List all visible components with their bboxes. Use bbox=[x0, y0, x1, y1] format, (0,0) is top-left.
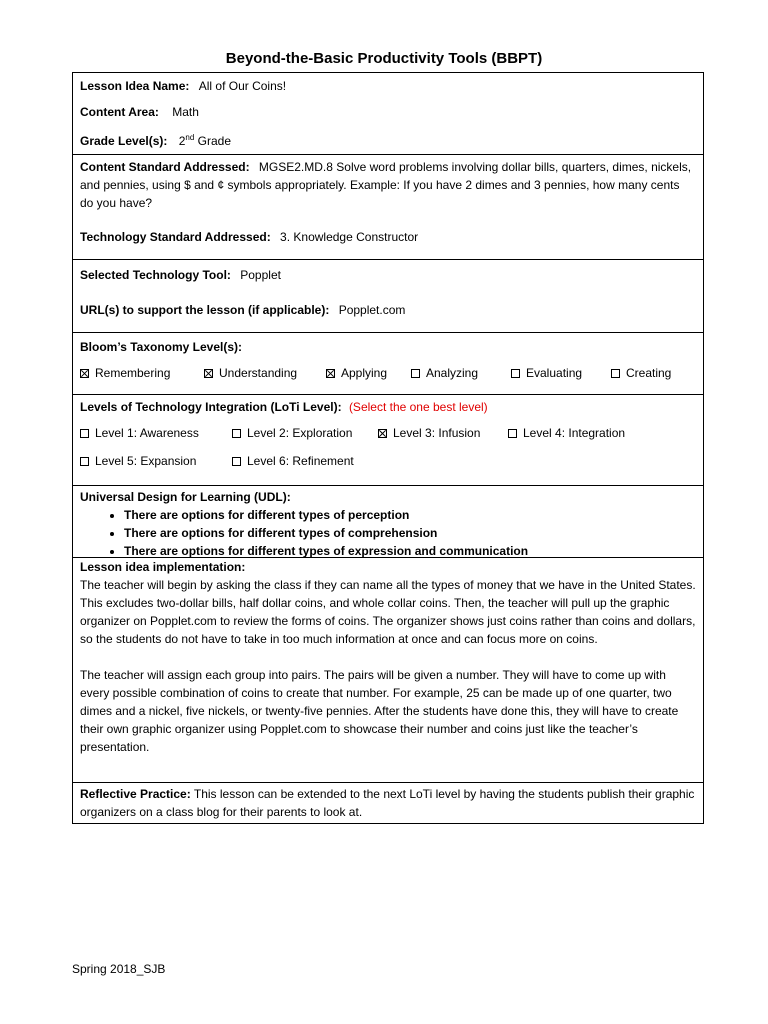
blooms-options bbox=[80, 364, 696, 382]
loti-label: Levels of Technology Integration (LoTi Level): bbox=[80, 400, 342, 414]
checkbox-checked-icon bbox=[326, 369, 335, 378]
implementation-section bbox=[73, 558, 703, 783]
loti-hint: (Select the one best level) bbox=[348, 400, 488, 414]
loti-options-row-2 bbox=[80, 452, 696, 470]
loti-option-level-5[interactable]: Level 5: Expansion bbox=[80, 452, 232, 470]
tech-standard-value: 3. Knowledge Constructor bbox=[280, 230, 419, 244]
tech-standard-label: Technology Standard Addressed: bbox=[80, 230, 271, 244]
tool-label: Selected Technology Tool: bbox=[80, 268, 231, 282]
blooms-option-creating[interactable]: Creating bbox=[611, 364, 671, 382]
standards-section bbox=[73, 155, 703, 260]
blooms-option-evaluating[interactable]: Evaluating bbox=[511, 364, 611, 382]
lesson-name-value: All of Our Coins! bbox=[198, 79, 287, 93]
implementation-paragraph-2: The teacher will assign each group into pairs. The pairs will be given a number. They will have to come up with every possible combination of coins to create that number. For example, 25 can be made up of one quarter, two dimes and a nickel, five nickels, or twenty-five pennies. After the students have done this, they will have to create their own graphic organizer using Popplet.com to showcase their number and coins just like the teacher’s presentation. bbox=[80, 668, 679, 754]
reflective-section bbox=[73, 783, 703, 823]
lesson-info-section bbox=[73, 73, 703, 155]
blooms-option-remembering[interactable]: Remembering bbox=[80, 364, 204, 382]
loti-option-level-6[interactable]: Level 6: Refinement bbox=[232, 452, 354, 470]
reflective-value: This lesson can be extended to the next LoTi level by having the students publish their graphic organizers on a class blog for their parents to look at. bbox=[80, 787, 695, 819]
blooms-option-applying[interactable]: Applying bbox=[326, 364, 411, 382]
lesson-name-label: Lesson Idea Name: bbox=[80, 79, 190, 93]
udl-label: Universal Design for Learning (UDL): bbox=[80, 490, 291, 504]
lesson-name-row bbox=[80, 77, 696, 103]
list-item: • There are options for different types of expression and communication bbox=[124, 542, 696, 560]
checkbox-icon bbox=[232, 429, 241, 438]
list-item: • There are options for different types of perception bbox=[124, 506, 696, 524]
url-row bbox=[80, 301, 696, 319]
loti-option-level-4[interactable]: Level 4: Integration bbox=[508, 424, 625, 442]
grade-level-label: Grade Level(s): bbox=[80, 134, 168, 148]
url-value: Popplet.com bbox=[338, 303, 406, 317]
checkbox-icon bbox=[611, 369, 620, 378]
blooms-label: Bloom’s Taxonomy Level(s): bbox=[80, 340, 243, 354]
checkbox-icon bbox=[511, 369, 520, 378]
content-standard-row bbox=[80, 158, 696, 212]
content-area-label: Content Area: bbox=[80, 105, 159, 119]
tool-value: Popplet bbox=[240, 268, 281, 282]
loti-options-row-1 bbox=[80, 424, 696, 442]
lesson-form bbox=[72, 72, 704, 824]
content-standard-value: MGSE2.MD.8 Solve word problems involving dollar bills, quarters, dimes, nickels, and pennies, using $ and ¢ symbols appropriately. Example: If you have 2 dimes and 3 pennies, how many cents do you have? bbox=[80, 160, 692, 210]
reflective-label: Reflective Practice: bbox=[80, 787, 191, 801]
tool-row bbox=[80, 266, 696, 284]
content-area-value: Math bbox=[172, 105, 199, 119]
grade-level-row bbox=[80, 129, 696, 150]
url-label: URL(s) to support the lesson (if applicable): bbox=[80, 303, 330, 317]
checkbox-icon bbox=[508, 429, 517, 438]
content-area-row bbox=[80, 103, 696, 129]
page-footer: Spring 2018_SJB bbox=[72, 962, 166, 976]
checkbox-icon bbox=[80, 457, 89, 466]
udl-list bbox=[80, 506, 696, 560]
checkbox-checked-icon bbox=[80, 369, 89, 378]
loti-option-level-1[interactable]: Level 1: Awareness bbox=[80, 424, 232, 442]
loti-option-level-3[interactable]: Level 3: Infusion bbox=[378, 424, 508, 442]
checkbox-icon bbox=[411, 369, 420, 378]
page-title: Beyond-the-Basic Productivity Tools (BBPT) bbox=[225, 50, 543, 67]
checkbox-icon bbox=[80, 429, 89, 438]
blooms-section bbox=[73, 333, 703, 395]
blooms-option-understanding[interactable]: Understanding bbox=[204, 364, 326, 382]
checkbox-checked-icon bbox=[204, 369, 213, 378]
implementation-paragraph-1: The teacher will begin by asking the class if they can name all the types of money that we have in the United States. This excludes two-dollar bills, half dollar coins, and whole collar coins. Then, the teacher will pull up the graphic organizer on Popplet.com to review the forms of coins. The organizer shows just coins rather than coins and dollars, so the students do not have to take in too much information at once and can focus more on coins. bbox=[80, 578, 696, 646]
checkbox-checked-icon bbox=[378, 429, 387, 438]
loti-section bbox=[73, 395, 703, 486]
tool-section bbox=[73, 260, 703, 333]
content-standard-label: Content Standard Addressed: bbox=[80, 160, 250, 174]
tech-standard-row bbox=[80, 228, 696, 246]
list-item: • There are options for different types of comprehension bbox=[124, 524, 696, 542]
loti-label-row bbox=[80, 398, 696, 416]
loti-option-level-2[interactable]: Level 2: Exploration bbox=[232, 424, 378, 442]
grade-level-value: 2nd Grade bbox=[178, 133, 232, 148]
checkbox-icon bbox=[232, 457, 241, 466]
udl-section bbox=[73, 486, 703, 558]
blooms-option-analyzing[interactable]: Analyzing bbox=[411, 364, 511, 382]
implementation-label: Lesson idea implementation: bbox=[80, 560, 246, 574]
